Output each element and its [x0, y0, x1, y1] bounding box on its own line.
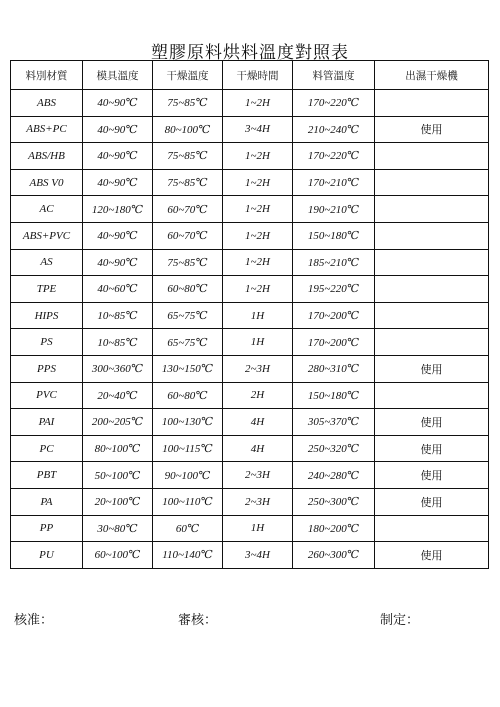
cell-dry-time: 1~2H — [223, 276, 293, 303]
cell-material: AC — [11, 196, 83, 223]
cell-mold-temp: 60~100℃ — [83, 542, 153, 569]
cell-dehumidifier: 使用 — [375, 355, 489, 382]
table-row — [11, 222, 489, 249]
cell-mold-temp: 300~360℃ — [83, 355, 153, 382]
cell-barrel-temp: 150~180℃ — [293, 222, 375, 249]
header-material: 料別材質 — [11, 61, 83, 90]
cell-mold-temp: 40~90℃ — [83, 222, 153, 249]
table-row — [11, 542, 489, 569]
header-barrel-temp: 料管溫度 — [293, 61, 375, 90]
cell-dry-time: 1~2H — [223, 169, 293, 196]
cell-dehumidifier: 使用 — [375, 409, 489, 436]
cell-dry-temp: 60~80℃ — [153, 382, 223, 409]
cell-dry-temp: 75~85℃ — [153, 90, 223, 117]
table-row — [11, 169, 489, 196]
cell-barrel-temp: 150~180℃ — [293, 382, 375, 409]
cell-dehumidifier — [375, 302, 489, 329]
cell-dehumidifier — [375, 222, 489, 249]
cell-material: ABS — [11, 90, 83, 117]
cell-dehumidifier — [375, 329, 489, 356]
cell-barrel-temp: 280~310℃ — [293, 355, 375, 382]
cell-dehumidifier — [375, 515, 489, 542]
cell-dehumidifier: 使用 — [375, 462, 489, 489]
cell-dry-time: 1~2H — [223, 196, 293, 223]
cell-dry-temp: 60~70℃ — [153, 222, 223, 249]
cell-dry-temp: 80~100℃ — [153, 116, 223, 143]
cell-mold-temp: 20~40℃ — [83, 382, 153, 409]
cell-barrel-temp: 240~280℃ — [293, 462, 375, 489]
cell-material: PP — [11, 515, 83, 542]
cell-material: AS — [11, 249, 83, 276]
cell-material: ABS+PC — [11, 116, 83, 143]
cell-mold-temp: 40~90℃ — [83, 169, 153, 196]
header-dehumidifier: 出濕干燥機 — [375, 61, 489, 90]
cell-barrel-temp: 170~220℃ — [293, 143, 375, 170]
cell-barrel-temp: 210~240℃ — [293, 116, 375, 143]
approve-label: 核准： — [14, 613, 54, 628]
cell-dehumidifier — [375, 169, 489, 196]
table-row — [11, 488, 489, 515]
cell-material: HIPS — [11, 302, 83, 329]
cell-barrel-temp: 195~220℃ — [293, 276, 375, 303]
cell-dehumidifier — [375, 90, 489, 117]
cell-material: TPE — [11, 276, 83, 303]
header-dry-temp: 干燥溫度 — [153, 61, 223, 90]
cell-dehumidifier: 使用 — [375, 488, 489, 515]
cell-dry-time: 2H — [223, 382, 293, 409]
cell-material: ABS V0 — [11, 169, 83, 196]
table-row — [11, 276, 489, 303]
cell-mold-temp: 10~85℃ — [83, 302, 153, 329]
table-header-row — [11, 61, 489, 90]
header-dry-time: 干燥時間 — [223, 61, 293, 90]
table-row — [11, 302, 489, 329]
table-row — [11, 382, 489, 409]
cell-mold-temp: 120~180℃ — [83, 196, 153, 223]
cell-material: PAI — [11, 409, 83, 436]
cell-barrel-temp: 180~200℃ — [293, 515, 375, 542]
review-label: 審核： — [178, 613, 218, 628]
cell-dry-temp: 100~115℃ — [153, 435, 223, 462]
table-row — [11, 143, 489, 170]
cell-dry-temp: 60~80℃ — [153, 276, 223, 303]
cell-dry-time: 1~2H — [223, 90, 293, 117]
table-row — [11, 355, 489, 382]
table-row — [11, 435, 489, 462]
cell-material: PA — [11, 488, 83, 515]
cell-dry-time: 2~3H — [223, 462, 293, 489]
cell-mold-temp: 50~100℃ — [83, 462, 153, 489]
cell-dehumidifier — [375, 196, 489, 223]
cell-barrel-temp: 170~210℃ — [293, 169, 375, 196]
cell-barrel-temp: 305~370℃ — [293, 409, 375, 436]
cell-barrel-temp: 260~300℃ — [293, 542, 375, 569]
table-row — [11, 409, 489, 436]
cell-barrel-temp: 170~200℃ — [293, 302, 375, 329]
table-row — [11, 116, 489, 143]
cell-dehumidifier — [375, 143, 489, 170]
cell-material: PPS — [11, 355, 83, 382]
cell-dry-time: 1~2H — [223, 222, 293, 249]
cell-barrel-temp: 250~300℃ — [293, 488, 375, 515]
cell-mold-temp: 40~60℃ — [83, 276, 153, 303]
cell-material: PC — [11, 435, 83, 462]
prepare-label: 制定： — [380, 613, 420, 628]
cell-mold-temp: 200~205℃ — [83, 409, 153, 436]
cell-dehumidifier: 使用 — [375, 435, 489, 462]
cell-barrel-temp: 185~210℃ — [293, 249, 375, 276]
cell-dehumidifier — [375, 249, 489, 276]
cell-material: PS — [11, 329, 83, 356]
cell-dry-temp: 75~85℃ — [153, 249, 223, 276]
cell-dry-temp: 60~70℃ — [153, 196, 223, 223]
cell-dry-time: 4H — [223, 409, 293, 436]
table-row — [11, 515, 489, 542]
table-row — [11, 90, 489, 117]
cell-dry-time: 1H — [223, 515, 293, 542]
cell-mold-temp: 40~90℃ — [83, 116, 153, 143]
table-row — [11, 196, 489, 223]
cell-dry-temp: 110~140℃ — [153, 542, 223, 569]
cell-mold-temp: 40~90℃ — [83, 143, 153, 170]
cell-dry-time: 1H — [223, 329, 293, 356]
cell-dry-time: 3~4H — [223, 542, 293, 569]
cell-dry-time: 2~3H — [223, 488, 293, 515]
cell-material: PU — [11, 542, 83, 569]
cell-barrel-temp: 170~220℃ — [293, 90, 375, 117]
cell-dry-temp: 100~130℃ — [153, 409, 223, 436]
cell-barrel-temp: 170~200℃ — [293, 329, 375, 356]
cell-mold-temp: 40~90℃ — [83, 90, 153, 117]
cell-dry-temp: 130~150℃ — [153, 355, 223, 382]
cell-dehumidifier — [375, 382, 489, 409]
cell-dry-time: 3~4H — [223, 116, 293, 143]
cell-mold-temp: 10~85℃ — [83, 329, 153, 356]
cell-mold-temp: 40~90℃ — [83, 249, 153, 276]
table-row — [11, 249, 489, 276]
header-mold-temp: 模具溫度 — [83, 61, 153, 90]
cell-material: ABS/HB — [11, 143, 83, 170]
cell-dry-time: 2~3H — [223, 355, 293, 382]
table-body — [11, 90, 489, 569]
cell-dry-temp: 65~75℃ — [153, 302, 223, 329]
cell-barrel-temp: 190~210℃ — [293, 196, 375, 223]
cell-dehumidifier: 使用 — [375, 542, 489, 569]
cell-dry-time: 4H — [223, 435, 293, 462]
cell-dry-temp: 60℃ — [153, 515, 223, 542]
cell-dry-time: 1H — [223, 302, 293, 329]
cell-dry-temp: 75~85℃ — [153, 143, 223, 170]
table-row — [11, 462, 489, 489]
cell-dry-temp: 90~100℃ — [153, 462, 223, 489]
cell-dry-temp: 100~110℃ — [153, 488, 223, 515]
page-title: 塑膠原料烘料溫度對照表 — [151, 43, 349, 63]
cell-mold-temp: 80~100℃ — [83, 435, 153, 462]
cell-dry-temp: 75~85℃ — [153, 169, 223, 196]
cell-barrel-temp: 250~320℃ — [293, 435, 375, 462]
cell-mold-temp: 30~80℃ — [83, 515, 153, 542]
cell-dry-time: 1~2H — [223, 143, 293, 170]
cell-dry-time: 1~2H — [223, 249, 293, 276]
cell-dry-temp: 65~75℃ — [153, 329, 223, 356]
cell-material: PVC — [11, 382, 83, 409]
cell-material: PBT — [11, 462, 83, 489]
table-row — [11, 329, 489, 356]
cell-dehumidifier: 使用 — [375, 116, 489, 143]
cell-dehumidifier — [375, 276, 489, 303]
cell-material: ABS+PVC — [11, 222, 83, 249]
temperature-table — [10, 60, 489, 569]
cell-mold-temp: 20~100℃ — [83, 488, 153, 515]
